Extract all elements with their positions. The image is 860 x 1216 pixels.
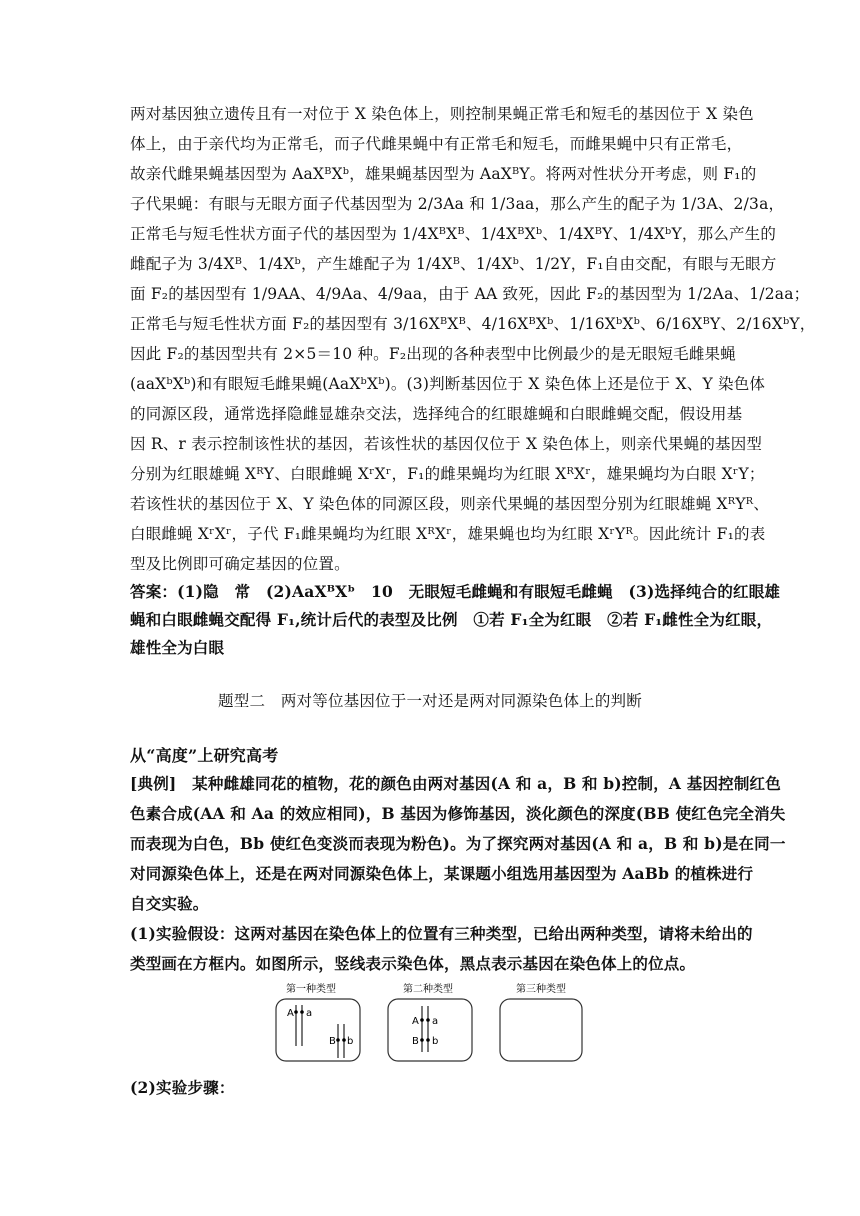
gene-locus-dot	[342, 1038, 346, 1042]
example-line: 自交实验。	[130, 894, 209, 913]
paragraph-line: 的同源区段，通常选择隐雌显雄杂交法，选择纯合的红眼雄蝇和白眼雌蝇交配，假设用基	[130, 405, 743, 423]
paragraph-line: 子代果蝇：有眼与无眼方面子代基因型为 2/3Aa 和 1/3aa，那么产生的配子为 1/3A、2/3a，	[130, 195, 785, 213]
paragraph-line: 面 F₂的基因型有 1/9AA、4/9Aa、4/9aa，由于 AA 致死，因此 F₂的基因型为 1/2Aa、1/2aa；	[130, 285, 810, 303]
paragraph-line: 若该性状的基因位于 X、Y 染色体的同源区段，则亲代果蝇的基因型分别为红眼雄蝇 XᴿYᴿ、	[130, 495, 770, 513]
paragraph-line: 型及比例即可确定基因的位置。	[130, 555, 350, 573]
paragraph-line: 白眼雌蝇 XʳXʳ，子代 F₁雌果蝇均为红眼 XᴿXʳ，雄果蝇也均为红眼 XʳYᴿ。因此统计 F₁的表	[130, 525, 766, 543]
paragraph-line: (aaXᵇXᵇ)和有眼短毛雌果蝇(AaXᵇXᵇ)。(3)判断基因位于 X 染色体上还是位于 X、Y 染色体	[130, 375, 766, 393]
gene-label-a: a	[306, 1008, 313, 1019]
paragraph-line: 正常毛与短毛性状方面 F₂的基因型有 3/16XᴮXᴮ、4/16XᴮXᵇ、1/16XᵇXᵇ、6/16XᴮY、2/16XᵇY，	[130, 315, 816, 333]
example-line: 类型画在方框内。如图所示，竖线表示染色体，黑点表示基因在染色体上的位点。	[130, 954, 696, 973]
example-line: 对同源染色体上，还是在两对同源染色体上，某课题小组选用基因型为 AaBb 的植株进行	[130, 864, 754, 883]
gene-locus-dot	[420, 1018, 424, 1022]
paragraph-line: 两对基因独立遗传且有一对位于 X 染色体上，则控制果蝇正常毛和短毛的基因位于 X 染色	[130, 105, 754, 123]
gene-label-A: A	[287, 1008, 294, 1019]
gene-locus-dot	[426, 1018, 430, 1022]
gene-locus-dot	[294, 1010, 298, 1014]
type-3-label: 第三种类型	[516, 984, 566, 995]
type-2-box	[388, 982, 472, 1061]
chromosome-diagram	[272, 982, 592, 1064]
example-line: (1)实验假设：这两对基因在染色体上的位置有三种类型，已给出两种类型，请将未给出的	[130, 924, 753, 943]
paragraph-line: 雌配子为 3/4Xᴮ、1/4Xᵇ，产生雄配子为 1/4Xᴮ、1/4Xᵇ、1/2Y，F₁自由交配，有眼与无眼方	[130, 255, 777, 273]
paragraph-line: 因此 F₂的基因型共有 2×5＝10 种。F₂出现的各种表型中比例最少的是无眼短毛雌果蝇	[130, 345, 736, 363]
example-line: 而表现为白色，Bb 使红色变淡而表现为粉色)。为了探究两对基因(A 和 a，B 和 b)是在同一	[130, 834, 786, 853]
paragraph-line: 正常毛与短毛性状方面子代的基因型为 1/4XᴮXᴮ、1/4XᴮXᵇ、1/4XᴮY、1/4XᵇY，那么产生的	[130, 225, 777, 243]
answer-line: 雄性全为白眼	[130, 638, 225, 657]
answer-line: 蝇和白眼雌蝇交配得 F₁,统计后代的表型及比例 ①若 F₁全为红眼 ②若 F₁雌性全为红眼，	[130, 610, 773, 629]
steps-heading: (2)实验步骤：	[130, 1078, 235, 1097]
gene-label-b: b	[347, 1036, 354, 1047]
paragraph-line: 故亲代雌果蝇基因型为 AaXᴮXᵇ，雄果蝇基因型为 AaXᴮY。将两对性状分开考虑，则 F₁的	[130, 165, 757, 183]
paragraph-line: 因 R、r 表示控制该性状的基因，若该性状的基因仅位于 X 染色体上，则亲代果蝇的基因型	[130, 435, 763, 453]
gene-locus-dot	[420, 1038, 424, 1042]
type-3-box	[500, 982, 582, 1061]
answer-line: 答案：(1)隐 常 (2)AaXᴮXᵇ 10 无眼短毛雌蝇和有眼短毛雌蝇 (3)选择纯合的红眼雄	[130, 582, 781, 601]
paragraph-line: 分别为红眼雄蝇 XᴿY、白眼雌蝇 XʳXʳ，F₁的雌果蝇均为红眼 XᴿXʳ，雄果蝇均为白眼 XʳY；	[130, 465, 765, 483]
type-2-label: 第二种类型	[403, 984, 453, 995]
gene-label-a: a	[432, 1016, 439, 1027]
paragraph-line: 体上，由于亲代均为正常毛，而子代雌果蝇中有正常毛和短毛，而雌果蝇中只有正常毛，	[130, 135, 743, 153]
gene-locus-dot	[426, 1038, 430, 1042]
example-line: [典例] 某种雌雄同花的植物，花的颜色由两对基因(A 和 a，B 和 b)控制，A 基因控制红色	[130, 774, 781, 793]
example-line: 色素合成(AA 和 Aa 的效应相同)，B 基因为修饰基因，淡化颜色的深度(BB 使红色完全消失	[130, 804, 786, 823]
section-title: 题型二 两对等位基因位于一对还是两对同源染色体上的判断	[218, 692, 642, 710]
gene-locus-dot	[336, 1038, 340, 1042]
gene-label-B: B	[412, 1036, 419, 1047]
gene-label-b: b	[432, 1036, 439, 1047]
gene-locus-dot	[300, 1010, 304, 1014]
type-1-box	[276, 982, 360, 1061]
type-1-label: 第一种类型	[286, 984, 336, 995]
gene-label-B: B	[329, 1036, 336, 1047]
subheading: 从“高度”上研究高考	[130, 746, 279, 765]
gene-label-A: A	[412, 1016, 419, 1027]
